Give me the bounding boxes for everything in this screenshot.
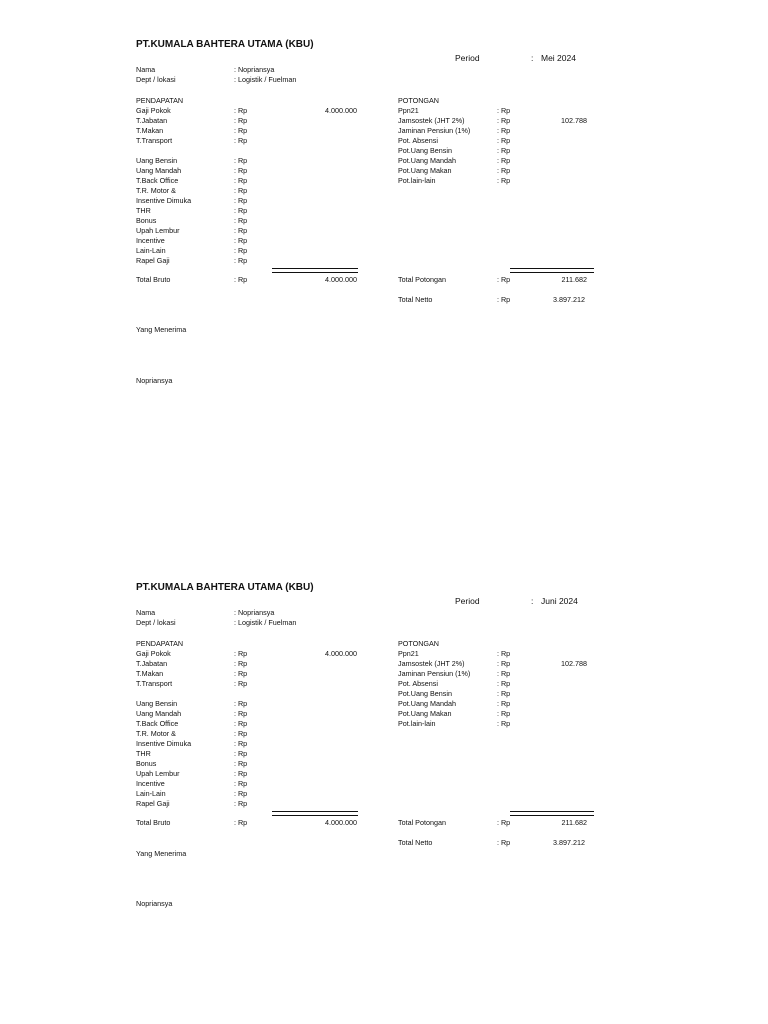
income-item-label: T.Back Office: [136, 719, 179, 728]
income-item-label: Lain-Lain: [136, 246, 166, 255]
period-label: Period: [455, 53, 480, 63]
name-value: : Nopriansya: [234, 608, 275, 617]
income-item-label: Rapel Gaji: [136, 256, 170, 265]
income-item-label: Uang Mandah: [136, 166, 182, 175]
deduction-item-label: Pot.Uang Makan: [398, 709, 452, 718]
income-item-currency: : Rp: [234, 116, 248, 125]
income-item-currency: : Rp: [234, 739, 248, 748]
income-item-label: Uang Bensin: [136, 699, 178, 708]
total-potongan-label: Total Potongan: [398, 275, 446, 284]
total-bruto-underline: [272, 811, 358, 816]
income-item-currency: : Rp: [234, 206, 248, 215]
name-value: : Nopriansya: [234, 65, 275, 74]
income-item-currency: : Rp: [234, 799, 248, 808]
income-item-currency: : Rp: [234, 256, 248, 265]
period-colon: :: [531, 53, 534, 63]
deduction-item-amount: 102.788: [561, 116, 587, 125]
income-item-currency: : Rp: [234, 719, 248, 728]
company-name: PT.KUMALA BAHTERA UTAMA (KBU): [136, 39, 314, 50]
income-item-currency: : Rp: [234, 649, 248, 658]
income-item-label: T.R. Motor &: [136, 729, 176, 738]
total-netto-label: Total Netto: [398, 295, 433, 304]
deduction-item-label: Pot.Uang Bensin: [398, 146, 452, 155]
income-item-label: Lain-Lain: [136, 789, 166, 798]
total-netto-value: 3.897.212: [553, 838, 585, 847]
income-item-label: Incentive: [136, 236, 165, 245]
income-item-currency: : Rp: [234, 166, 248, 175]
income-item-label: Incentive: [136, 779, 165, 788]
income-header: PENDAPATAN: [136, 639, 184, 648]
deduction-item-label: Pot. Absensi: [398, 136, 438, 145]
deduction-item-label: Jaminan Pensiun (1%): [398, 669, 471, 678]
income-item-currency: : Rp: [234, 729, 248, 738]
deduction-item-label: Ppn21: [398, 106, 419, 115]
income-item-label: T.Jabatan: [136, 659, 168, 668]
income-item-currency: : Rp: [234, 186, 248, 195]
income-item-label: Insentive Dimuka: [136, 196, 192, 205]
income-item-label: Gaji Pokok: [136, 106, 171, 115]
income-item-currency: : Rp: [234, 246, 248, 255]
total-potongan-underline: [510, 811, 594, 816]
income-item-label: T.R. Motor &: [136, 186, 176, 195]
dept-label: Dept / lokasi: [136, 618, 176, 627]
income-header: PENDAPATAN: [136, 96, 184, 105]
income-item-currency: : Rp: [234, 699, 248, 708]
receiver-label: Yang Menerima: [136, 325, 187, 334]
deduction-item-currency: : Rp: [497, 146, 511, 155]
payslip: [0, 39, 768, 459]
deduction-item-currency: : Rp: [497, 116, 511, 125]
deduction-header: POTONGAN: [398, 639, 440, 648]
total-bruto-underline: [272, 268, 358, 273]
total-bruto-label: Total Bruto: [136, 818, 171, 827]
income-item-amount: 4.000.000: [325, 649, 357, 658]
total-potongan-value: 211.682: [561, 275, 587, 284]
income-item-label: T.Makan: [136, 126, 164, 135]
income-item-label: T.Back Office: [136, 176, 179, 185]
income-item-label: Rapel Gaji: [136, 799, 170, 808]
receiver-name: Nopriansya: [136, 899, 173, 908]
deduction-item-currency: : Rp: [497, 689, 511, 698]
deduction-item-currency: : Rp: [497, 659, 511, 668]
deduction-item-currency: : Rp: [497, 166, 511, 175]
total-potongan-currency: : Rp: [497, 275, 511, 284]
income-item-currency: : Rp: [234, 226, 248, 235]
period-label: Period: [455, 596, 480, 606]
income-item-amount: 4.000.000: [325, 106, 357, 115]
deduction-item-currency: : Rp: [497, 176, 511, 185]
deduction-item-amount: 102.788: [561, 659, 587, 668]
total-netto-value: 3.897.212: [553, 295, 585, 304]
receiver-name: Nopriansya: [136, 376, 173, 385]
income-item-currency: : Rp: [234, 749, 248, 758]
deduction-item-currency: : Rp: [497, 679, 511, 688]
income-item-currency: : Rp: [234, 136, 248, 145]
income-item-currency: : Rp: [234, 176, 248, 185]
income-item-currency: : Rp: [234, 106, 248, 115]
deduction-item-label: Jamsostek (JHT 2%): [398, 659, 465, 668]
income-item-currency: : Rp: [234, 659, 248, 668]
deduction-item-label: Pot.Uang Makan: [398, 166, 452, 175]
income-item-currency: : Rp: [234, 156, 248, 165]
name-label: Nama: [136, 608, 156, 617]
income-item-currency: : Rp: [234, 196, 248, 205]
deduction-header: POTONGAN: [398, 96, 440, 105]
income-item-currency: : Rp: [234, 236, 248, 245]
company-name: PT.KUMALA BAHTERA UTAMA (KBU): [136, 582, 314, 593]
income-item-currency: : Rp: [234, 789, 248, 798]
income-item-currency: : Rp: [234, 126, 248, 135]
total-potongan-underline: [510, 268, 594, 273]
deduction-item-label: Pot.Uang Bensin: [398, 689, 452, 698]
deduction-item-currency: : Rp: [497, 106, 511, 115]
deduction-item-currency: : Rp: [497, 719, 511, 728]
total-netto-label: Total Netto: [398, 838, 433, 847]
total-potongan-currency: : Rp: [497, 818, 511, 827]
deduction-item-currency: : Rp: [497, 699, 511, 708]
deduction-item-label: Pot.Uang Mandah: [398, 699, 456, 708]
income-item-label: T.Transport: [136, 136, 173, 145]
deduction-item-label: Pot. Absensi: [398, 679, 438, 688]
deduction-item-label: Pot.lain-lain: [398, 719, 436, 728]
deduction-item-label: Pot.lain-lain: [398, 176, 436, 185]
income-item-label: Gaji Pokok: [136, 649, 171, 658]
total-bruto-label: Total Bruto: [136, 275, 171, 284]
deduction-item-currency: : Rp: [497, 649, 511, 658]
deduction-item-currency: : Rp: [497, 669, 511, 678]
income-item-currency: : Rp: [234, 759, 248, 768]
period-value: Mei 2024: [541, 53, 576, 63]
deduction-item-label: Ppn21: [398, 649, 419, 658]
receiver-label: Yang Menerima: [136, 849, 187, 858]
income-item-currency: : Rp: [234, 709, 248, 718]
income-item-label: T.Jabatan: [136, 116, 168, 125]
deduction-item-currency: : Rp: [497, 126, 511, 135]
period-value: Juni 2024: [541, 596, 578, 606]
total-netto-currency: : Rp: [497, 838, 511, 847]
dept-label: Dept / lokasi: [136, 75, 176, 84]
deduction-item-currency: : Rp: [497, 709, 511, 718]
income-item-label: Upah Lembur: [136, 769, 180, 778]
total-potongan-value: 211.682: [561, 818, 587, 827]
income-item-label: THR: [136, 749, 151, 758]
deduction-item-label: Pot.Uang Mandah: [398, 156, 456, 165]
income-item-currency: : Rp: [234, 669, 248, 678]
deduction-item-label: Jamsostek (JHT 2%): [398, 116, 465, 125]
deduction-item-currency: : Rp: [497, 136, 511, 145]
total-bruto-currency: : Rp: [234, 275, 248, 284]
total-bruto-currency: : Rp: [234, 818, 248, 827]
income-item-label: Uang Bensin: [136, 156, 178, 165]
income-item-currency: : Rp: [234, 679, 248, 688]
dept-value: : Logistik / Fuelman: [234, 618, 297, 627]
income-item-label: T.Makan: [136, 669, 164, 678]
deduction-item-label: Jaminan Pensiun (1%): [398, 126, 471, 135]
income-item-label: Uang Mandah: [136, 709, 182, 718]
total-bruto-value: 4.000.000: [325, 818, 357, 827]
name-label: Nama: [136, 65, 156, 74]
income-item-currency: : Rp: [234, 769, 248, 778]
payslip: [0, 582, 768, 1002]
total-bruto-value: 4.000.000: [325, 275, 357, 284]
income-item-label: T.Transport: [136, 679, 173, 688]
deduction-item-currency: : Rp: [497, 156, 511, 165]
income-item-label: Insentive Dimuka: [136, 739, 192, 748]
income-item-label: Upah Lembur: [136, 226, 180, 235]
income-item-label: Bonus: [136, 216, 157, 225]
income-item-label: THR: [136, 206, 151, 215]
income-item-label: Bonus: [136, 759, 157, 768]
total-netto-currency: : Rp: [497, 295, 511, 304]
income-item-currency: : Rp: [234, 779, 248, 788]
period-colon: :: [531, 596, 534, 606]
total-potongan-label: Total Potongan: [398, 818, 446, 827]
dept-value: : Logistik / Fuelman: [234, 75, 297, 84]
income-item-currency: : Rp: [234, 216, 248, 225]
